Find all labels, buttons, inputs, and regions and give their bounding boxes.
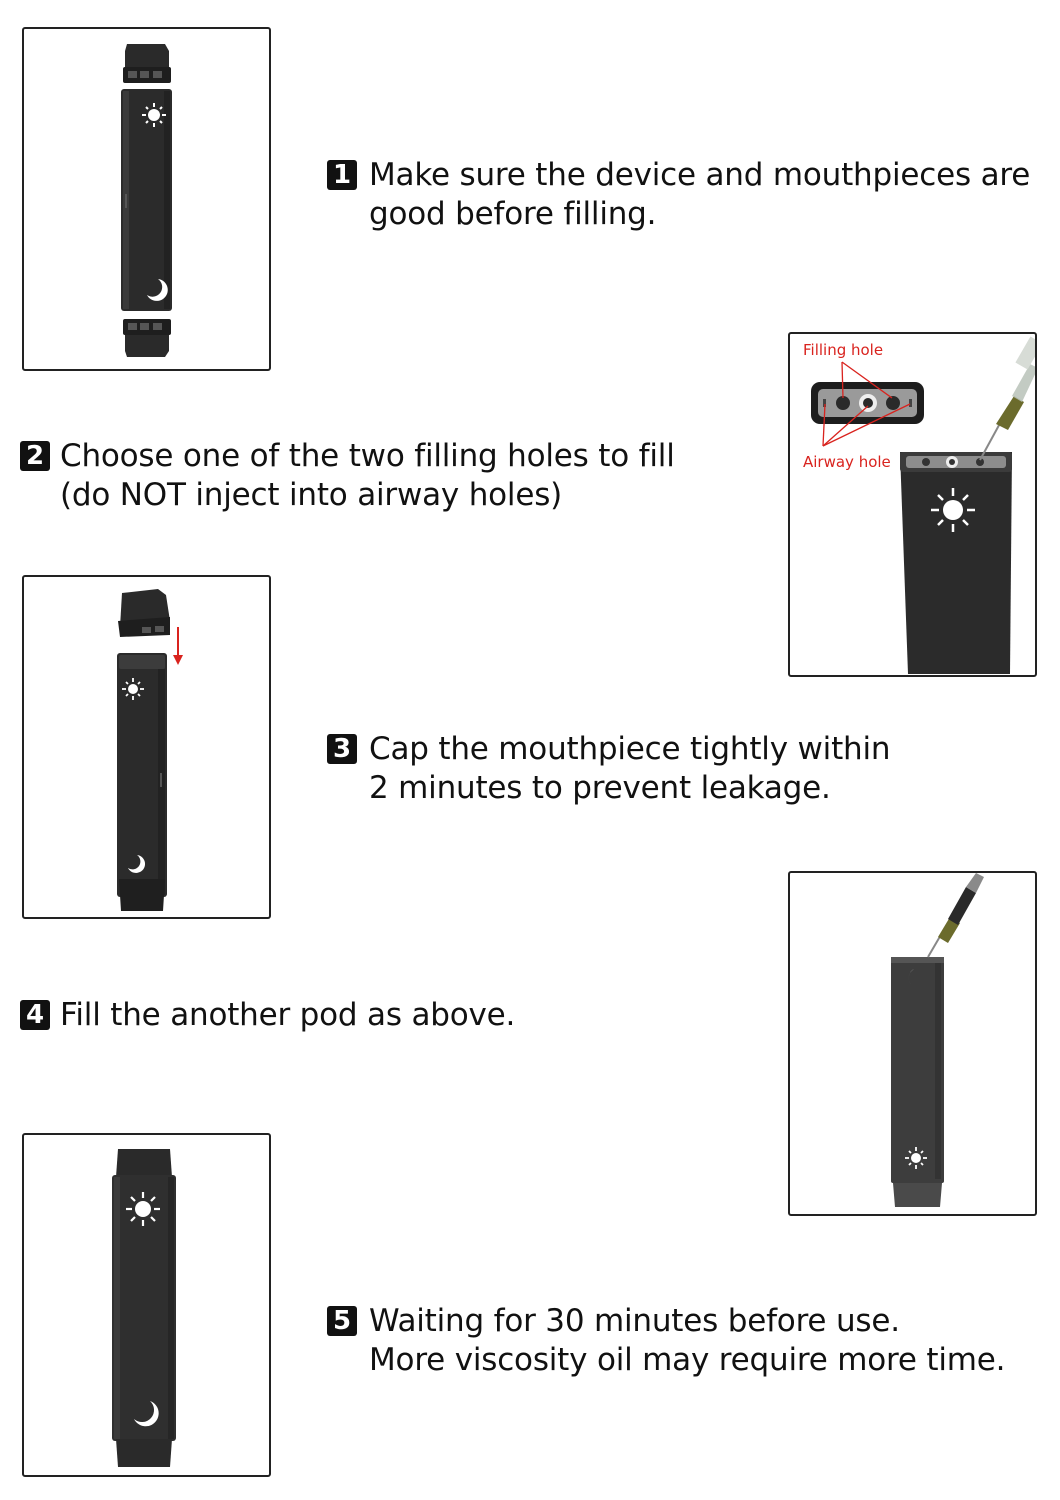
airway-hole-label: Airway hole (803, 453, 891, 471)
step-3 (327, 730, 890, 808)
step-1 (327, 156, 1030, 234)
step-5-line-1: Waiting for 30 minutes before use. (369, 1303, 900, 1339)
step-2 (20, 437, 675, 515)
step-number-badge: 3 (327, 734, 357, 764)
step-2-line-1: Choose one of the two filling holes to fill (60, 438, 675, 474)
syringe-icon (928, 873, 984, 957)
step-3-line-1: Cap the mouthpiece tightly within (369, 731, 891, 767)
image-filling-holes (788, 332, 1037, 677)
step-4 (20, 996, 515, 1035)
step-5 (327, 1302, 1005, 1380)
step-3-line-2: 2 minutes to prevent leakage. (369, 770, 831, 806)
step-5-line-2: More viscosity oil may require more time. (369, 1342, 1006, 1378)
step-2-line-2: (do NOT inject into airway holes) (60, 477, 563, 513)
step-1-line-2: good before filling. (369, 196, 657, 232)
image-cap-mouthpiece (22, 575, 271, 919)
sun-icon (126, 1192, 160, 1226)
filling-hole-label: Filling hole (803, 341, 884, 359)
step-number-badge: 5 (327, 1306, 357, 1336)
arrow-down-icon (173, 627, 183, 665)
step-1-line-1: Make sure the device and mouthpieces are (369, 157, 1031, 193)
step-number-badge: 1 (327, 160, 357, 190)
syringe-icon (980, 337, 1035, 460)
step-number-badge: 4 (20, 1000, 50, 1030)
step-4-line-1: Fill the another pod as above. (60, 997, 516, 1033)
step-number-badge: 2 (20, 441, 50, 471)
image-fill-other-pod (788, 871, 1037, 1216)
image-assembled-device (22, 1133, 271, 1477)
image-device-with-mouthpieces (22, 27, 271, 371)
